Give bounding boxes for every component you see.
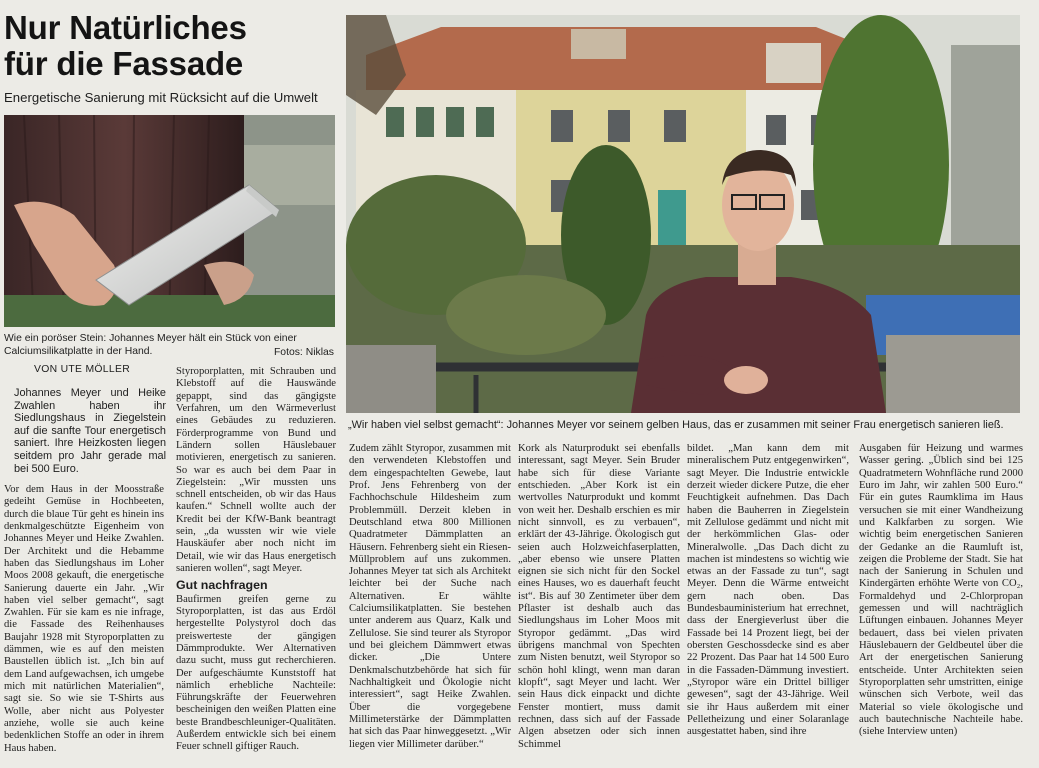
photo-small-caption: [4, 333, 334, 359]
article-column-3: [349, 443, 511, 764]
photo-calcium-silicate-plate: [4, 115, 335, 327]
photo-house-facade: [346, 15, 1020, 413]
subheadline: Energetische Sanierung mit Rücksicht auf die Umwelt: [4, 90, 318, 105]
photo-credit: Fotos: Niklas: [273, 346, 334, 358]
photo-small-caption-text: Wie ein poröser Stein: Johannes Meyer hält ein Stück von einer Calciumsilikatplatte in der Hand.: [4, 333, 297, 357]
column-5-text: bildet. „Man kann dem mit mineralischem Putz entgegenwirken“, sagt Meyer. Die Industrie entwickle derzeit wieder dickere Putze, die eher Feuchtigkeit aufnehmen. Das Dach haben die Bauherren in Ziegelstein mit Zellulose gedämmt und nicht mit der herkömmlichen Glas- oder Mineralwolle. „Das Dach dicht zu machen ist mindestens so wichtig wie etwas an der Fassade zu tun“, sagt Meyer. Denn die Wärme entweicht gern nach oben. Das Bundesbauministerium hat errechnet, dass der Energieverlust über die Fassade bei 14 Prozent liegt, bei der obersten Geschossdecke sind es aber 22 Prozent. Das Paar hat 14 500 Euro in die Fassaden-Dämmung investiert. „Styropor wäre ein Drittel billiger gewesen“, sagt der 43-Jährige. Weil sie ihr Haus außerdem mit einer Pelletheizung und einer Solaranlage ausgestattet haben, sind ihre: [687, 443, 849, 738]
byline: VON UTE MÖLLER: [34, 364, 131, 375]
lead-paragraph: Johannes Meyer und Heike Zwahlen haben ihr Siedlungshaus in Ziegelstein auf die sanfte Tour energetisch saniert. Ihre Heizkosten liegen seitdem pro Jahr gerade mal bei 500 Euro.: [14, 387, 166, 475]
article-column-5: [687, 443, 849, 764]
photo-large-caption: „Wir haben viel selbst gemacht“: Johannes Meyer vor seinem gelben Haus, das er zusammen mit seiner Frau energetisch sanieren ließ.: [348, 419, 1004, 431]
column-3-text: Zudem zählt Styropor, zusammen mit den verwendeten Klebstoffen und dem eingespachtelten Gewebe, laut Prof. Jens Fehrenberg von der Fachhochschule Hildesheim zum Problemmüll. Derzeit kleben in Deutschland etwa 800 Millionen Quadratmeter Dämmplatten an Häusern. Fehrenberg sieht ein Riesen-Müllproblem auf uns zukommen. Johannes Meyer tat sich als Architekt leichter bei der Suche nach Alternativen. Er wählte Calciumsilikatplatten. Sie bestehen unter anderem aus Quarz, Kalk und Zellulose. Sie sind teurer als Styropor und bei gleichem Dämmwert etwas dicker. „Die Untere Denkmalschutzbehörde hat sich für Nachhaltigkeit und Ökologie nicht interessiert“, sagt Heike Zwahlen. Über die vorgegebene Millimeterstärke der Dämmplatten hat sich das Paar hinweggesetzt. „Wir liegen vier Millimeter darüber.“: [349, 443, 511, 750]
column-2-text-bottom: Baufirmen greifen gerne zu Styroporplatten, ist das aus Erdöl hergestellte Polystyrol doch das preiswerteste der gängigen Dämmprodukte. Wer Alternativen dazu sucht, muss gut recherchieren. Der aufgeschäumte Kunststoff hat nämlich erhebliche Nachteile: Führungskräfte der Feuerwehren bescheinigen den weißen Platten eine beste Brandbeschleuniger-Qualitäten. Außerdem entwickle sich bei einem Feuer schnell giftiger Rauch.: [176, 593, 336, 753]
headline: Nur Natürliches für die Fassade: [4, 9, 247, 82]
article-column-6: [859, 443, 1023, 764]
column-4-text: Kork als Naturprodukt sei ebenfalls interessant, sagt Meyer. Sein Bruder habe sich für diese Variante entschieden. „Aber Kork ist ein wertvolles Naturprodukt und kommt von weit her. Deshalb erschien es mir nicht sinnvoll, es zu verbauen“, erklärt der 43-Jährige. Ökologisch gut seien auch Holzweichfaserplatten, „aber ebenso wie unsere Platten eignen sie sich nicht für den Sockel eines Hauses, wo es dauerhaft feucht ist“. Bis auf 30 Zentimeter über dem Pflaster ist deshalb auch das Siedlungshaus im Loher Moos mit Styropor gedämmt. „Das wird übrigens manchmal von Spechten zum Nisten benutzt, weil Styropor so schön hohl klingt, wenn man daran klopft“, sagt Meyer und lacht. Wer sein Haus dick einpackt und dichte Fenster montiert, muss damit rechnen, dass sich auf der Fassade Algen absetzen oder sich innen Schimmel: [518, 443, 680, 750]
article-column-2: [176, 366, 336, 764]
section-subheading: Gut nachfragen: [176, 578, 268, 593]
column-6-text: Ausgaben für Heizung und warmes Wasser gering. „Üblich sind bei 125 Quadratmetern Wohnfläche rund 2000 Euro im Jahr, wir zahlen 500 Euro.“ Für ein gutes Raumklima im Haus versuchen sie mit einer Wandheizung und Kalkfarben zu sorgen. Wie wichtig beim energetischen Sanieren der Gedanke an die Raumluft ist, zeigen die Probleme der Stadt. Sie hat nach der Sanierung in Schulen und Kindergärten erhöhte Werte von CO₂, Formaldehyd und 2-Chlorpropan gemessen und will nachträglich Lüftungen einbauen. Johannes Meyer bedauert, dass bei vielen privaten Häuslebauern der Geldbeutel über die Art der energetischen Sanierung entscheide. Unter Architekten seien Styroporplatten sehr umstritten, einige wünschen sich Verbote, weil das Material so viele ökologische und auch bautechnische Nachteile habe. (siehe Interview unten): [859, 443, 1023, 738]
article-column-4: [518, 443, 680, 764]
column-2-text-top: Styroporplatten, mit Schrauben und Klebstoff auf die Hauswände gepappt, sind das gängigste Verfahren, um den Wärmeverlust eines Gebäudes zu reduzieren. Förderprogramme von Bund und Ländern sollen Häuslebauer motivieren, energetisch zu sanieren. So war es auch bei dem Paar in Ziegelstein: „Wir mussten uns schnell entscheiden, ob wir das Haus kaufen.“ Schnell wollte auch der Kredit bei der KfW-Bank beantragt sein, „da wussten wir wie viele Hauskäufer aber noch nicht im Detail, wie wir das Haus energetisch sanieren wollen“, sagt Meyer.: [176, 366, 336, 574]
photo-man-house-image: [346, 15, 1020, 413]
photo-hand-stone-image: [4, 115, 335, 327]
article-column-1: [4, 484, 164, 764]
column-1-text: Vor dem Haus in der Moosstraße gedeiht Gemüse in Hochbeeten, durch die blaue Tür geht es hinein ins denkmalgeschützte Eigenheim von Johannes Meyer und Heike Zwahlen. Der Architekt und die Hebamme haben das Siedlungshaus im Loher Moos 2008 gekauft, die energetische Sanierung dauerte ein Jahr. „Wir haben viel selber gemacht“, sagt Zwahlen. Für sie kam es nie infrage, die Fassade des Reihenhauses Baujahr 1928 mit Styroporplatten zu dämmen, wie es auf den meisten Baustellen üblich ist. „Ich bin auf dem Land aufgewachsen, ich umgebe mich mit natürlichen Materialien“, sagt sie. So wie sie T-Shirts aus Wolle, aber nicht aus Polyester anziehe, wolle sie auch keine bedenklichen Stoffe an oder in ihrem Haus haben.: [4, 484, 164, 754]
